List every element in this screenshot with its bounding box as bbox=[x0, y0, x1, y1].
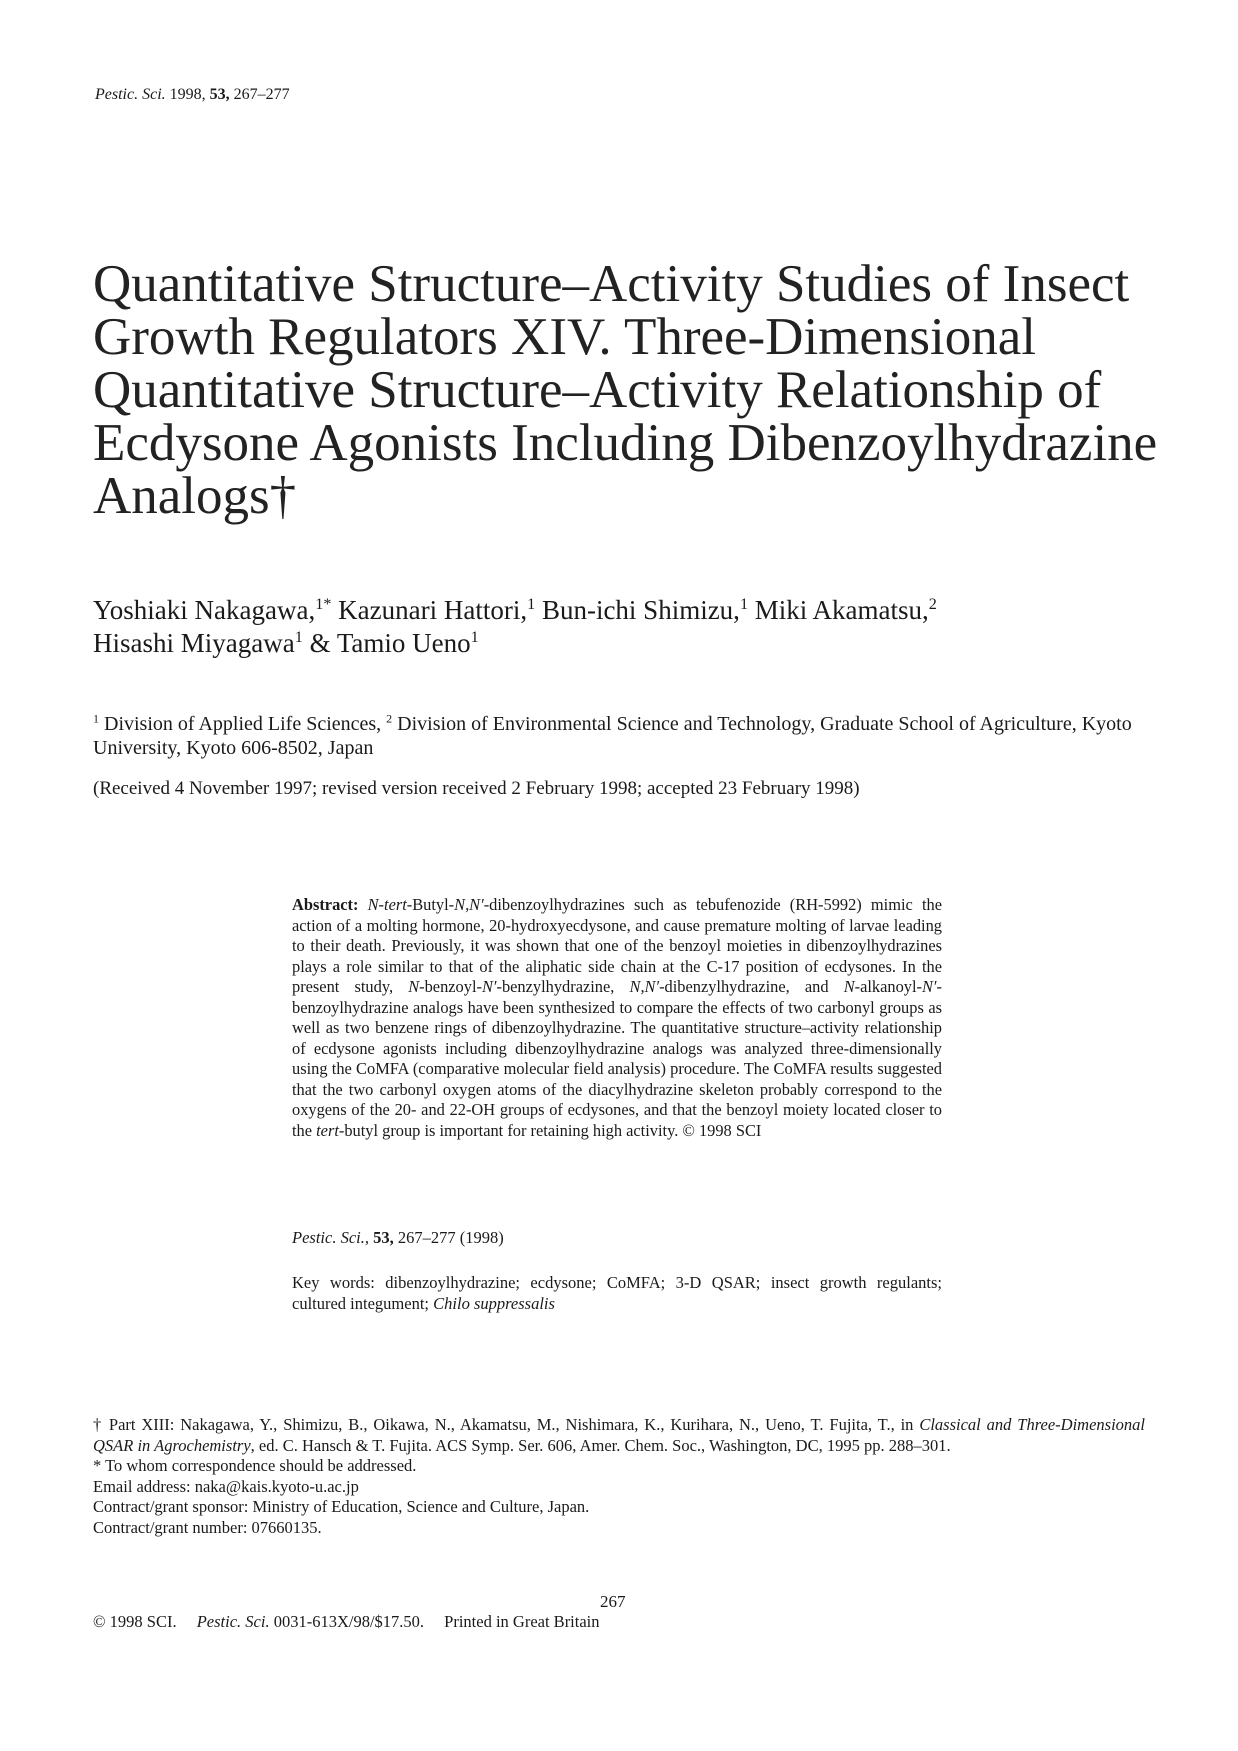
title-line: Quantitative Structure–Activity Studies of Insect bbox=[93, 255, 1130, 313]
abstract bbox=[292, 895, 942, 1141]
title-line: Growth Regulators XIV. Three-Dimensional bbox=[93, 308, 1037, 366]
author-affiliation-marker: 1 bbox=[527, 595, 536, 613]
abstract-italic: N,N′ bbox=[629, 977, 660, 996]
footnote-grant-number: Contract/grant number: 07660135. bbox=[93, 1517, 322, 1537]
copyright-line bbox=[93, 1612, 600, 1632]
abstract-italic: N-tert bbox=[367, 895, 407, 914]
affiliation-text: Division of Environmental Science and Technology, Graduate School of Agriculture, Kyoto University, Kyoto 606-8502, Japan bbox=[93, 713, 1132, 759]
copyright-notice: © 1998 SCI. bbox=[93, 1612, 177, 1631]
author-affiliation-marker: 1 bbox=[470, 628, 479, 646]
running-head-year: 1998, bbox=[169, 86, 206, 103]
abstract-italic: N,N′ bbox=[454, 895, 484, 914]
title-line: Quantitative Structure–Activity Relationship of bbox=[93, 361, 1102, 419]
citation-volume: 53, bbox=[373, 1228, 394, 1247]
running-head-journal: Pestic. Sci. bbox=[95, 86, 166, 103]
abstract-label: Abstract: bbox=[292, 895, 359, 914]
keywords bbox=[292, 1272, 942, 1314]
abstract-italic: N′ bbox=[481, 977, 497, 996]
author-name: Miki Akamatsu, bbox=[754, 595, 929, 625]
author-line bbox=[93, 627, 1173, 660]
footnotes bbox=[93, 1415, 1145, 1538]
running-head-volume: 53, bbox=[209, 86, 230, 103]
citation-journal: Pestic. Sci., bbox=[292, 1228, 369, 1247]
abstract-italic: N bbox=[843, 977, 855, 996]
running-head-pages: 267–277 bbox=[233, 86, 290, 103]
abstract-text: -alkanoyl- bbox=[854, 977, 922, 996]
author-name: Bun-ichi Shimizu, bbox=[541, 595, 740, 625]
author-affiliation-marker: 1 bbox=[315, 595, 324, 613]
copyright-issn: 0031-613X/98/$17.50. bbox=[273, 1612, 425, 1631]
footnote-text: , ed. C. Hansch & T. Fujita. ACS Symp. Ser. 606, Amer. Chem. Soc., Washington, DC, 1995 pp. 288–301. bbox=[250, 1435, 951, 1455]
abstract-italic: N bbox=[408, 977, 420, 996]
abstract-text: -dibenzylhydrazine, and bbox=[659, 977, 844, 996]
received-dates: (Received 4 November 1997; revised version received 2 February 1998; accepted 23 February 1998) bbox=[93, 778, 860, 799]
affiliations bbox=[93, 712, 1153, 760]
author-affiliation-marker: 2 bbox=[928, 595, 937, 613]
abstract-text: -Butyl- bbox=[406, 895, 455, 914]
abstract-text: -benzylhydrazine, bbox=[496, 977, 630, 996]
author-name: Hisashi Miyagawa bbox=[93, 628, 295, 658]
title-line: Ecdysone Agonists Including Dibenzoylhydrazine bbox=[93, 414, 1158, 472]
citation bbox=[292, 1228, 504, 1248]
author-affiliation-marker: 1 bbox=[739, 595, 749, 613]
abstract-text: -butyl group is important for retaining high activity. © 1998 SCI bbox=[338, 1120, 762, 1140]
affiliation-text: Division of Applied Life Sciences, bbox=[104, 713, 382, 735]
author-name: Yoshiaki Nakagawa, bbox=[93, 595, 316, 625]
footnote-correspondence: * To whom correspondence should be addressed. bbox=[93, 1456, 417, 1475]
author-name: & Tamio Ueno bbox=[309, 628, 471, 658]
affiliation-number: 2 bbox=[386, 711, 393, 726]
footnote-book-title: Classical and Three-Dimensional QSAR in Agrochemistry bbox=[93, 1415, 1145, 1455]
abstract-text: -benzoylhydrazine analogs have been synthesized to compare the effects of two carbonyl groups as well as two benzene rings of dibenzoylhydrazine. The quantitative structure–activity relationship of ecdysone agonists including dibenzoylhydrazine analogs was analyzed three-dimensionally using the CoMFA (comparative molecular field analysis) procedure. The CoMFA results suggested that the two carbonyl oxygen atoms of the diacylhydrazine skeleton probably correspond to the oxygens of the 20- and 22-OH groups of ecdysones, and that the benzoyl moiety located closer to the bbox=[292, 977, 942, 1140]
author-affiliation-marker: 1 bbox=[294, 628, 303, 646]
keywords-text: Key words: dibenzoylhydrazine; ecdysone; CoMFA; 3-D QSAR; insect growth regulants; cultured integument; bbox=[292, 1273, 942, 1313]
copyright-printed: Printed in Great Britain bbox=[444, 1612, 600, 1631]
abstract-text: -dibenzoylhydrazines such as tebufenozide (RH-5992) mimic the action of a molting hormone, 20-hydroxyecdysone, and cause premature molting of larvae leading to their death. Previously, it was shown that one of the benzoyl moieties in dibenzoylhydrazines plays a role similar to that of the aliphatic side chain at the C-17 position of ecdysones. In the present study, bbox=[292, 895, 942, 996]
corresponding-author-marker: * bbox=[323, 595, 332, 613]
author-line bbox=[93, 594, 1173, 627]
page-number: 267 bbox=[600, 1592, 626, 1611]
article-title bbox=[93, 255, 1173, 525]
title-line: Analogs† bbox=[93, 467, 297, 525]
footnote-part-xiii bbox=[93, 1415, 1145, 1456]
abstract-italic: N′ bbox=[922, 977, 937, 996]
author-name: Kazunari Hattori, bbox=[338, 595, 528, 625]
footnote-email: Email address: naka@kais.kyoto-u.ac.jp bbox=[93, 1476, 359, 1496]
abstract-text: -benzoyl- bbox=[419, 977, 482, 996]
running-head bbox=[95, 86, 290, 104]
footnote-grant-sponsor: Contract/grant sponsor: Ministry of Education, Science and Culture, Japan. bbox=[93, 1497, 590, 1516]
keywords-species: Chilo suppressalis bbox=[433, 1294, 555, 1313]
copyright-journal: Pestic. Sci. bbox=[196, 1612, 270, 1631]
abstract-italic: tert bbox=[316, 1120, 339, 1140]
citation-pages: 267–277 (1998) bbox=[397, 1228, 504, 1247]
affiliation-number: 1 bbox=[93, 711, 99, 726]
author-list bbox=[93, 594, 1173, 660]
footnote-text: † Part XIII: Nakagawa, Y., Shimizu, B., Oikawa, N., Akamatsu, M., Nishimara, K., Kurihara, N., Ueno, T. Fujita, T., in bbox=[93, 1415, 914, 1434]
